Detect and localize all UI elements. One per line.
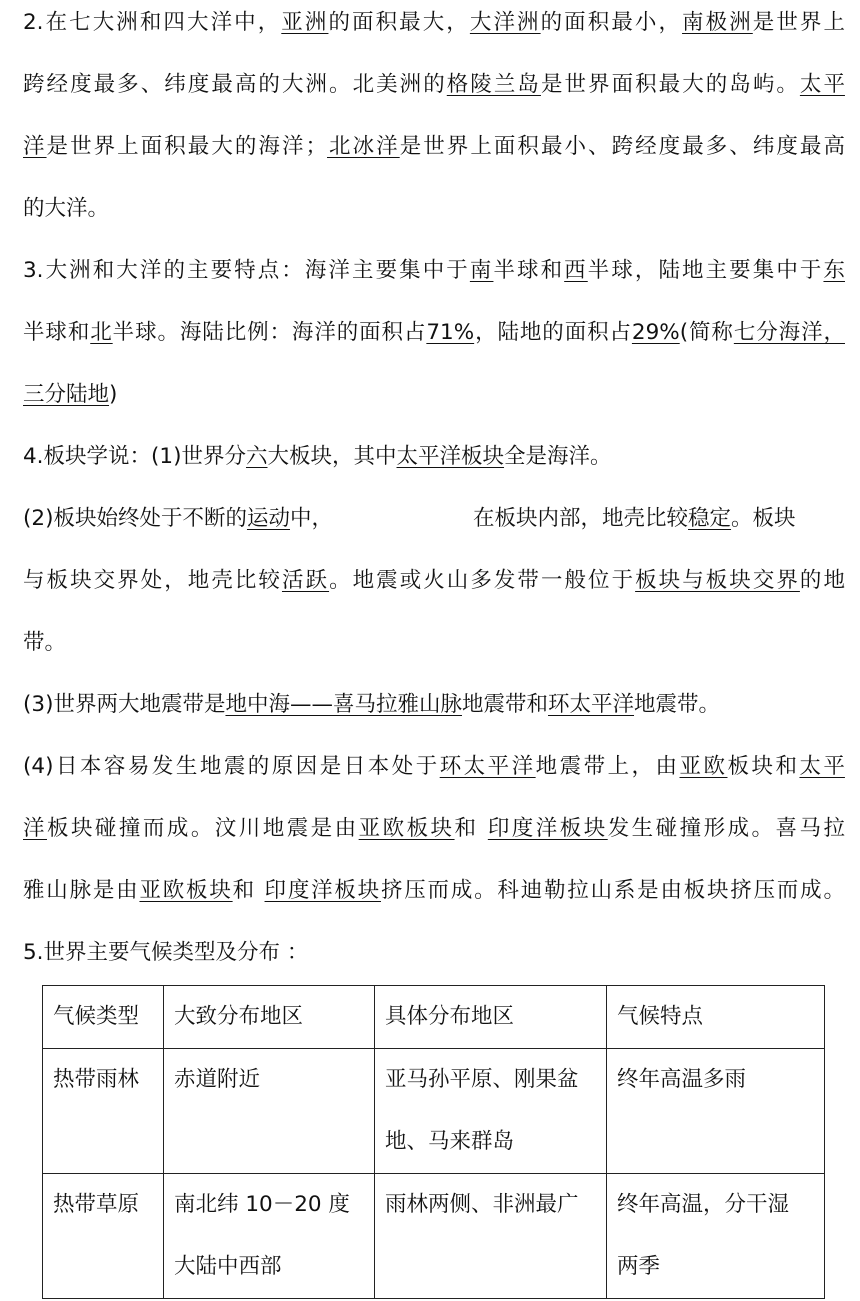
text-segment: 跨经度最多、纬度最高的大洲。北美洲的 <box>23 72 447 97</box>
text-segment: 地震带上，由 <box>535 754 680 779</box>
text-segment: 3.大洲和大洋的主要特点：海洋主要集中于 <box>23 258 470 283</box>
cell-specific-region <box>375 1049 607 1174</box>
text-segment: 是世界上 <box>752 10 845 35</box>
cell-climate-type <box>43 1049 164 1174</box>
text-line <box>23 628 845 658</box>
text-segment: 2.在七大洲和四大洋中， <box>23 10 282 35</box>
cell-line: 两季 <box>617 1254 661 1279</box>
answer-underlined: 亚欧板块 <box>358 816 455 841</box>
cell-line: 大陆中西部 <box>174 1254 282 1279</box>
text-segment: ，陆地的面积占 <box>474 320 632 345</box>
text-segment: 半球，陆地主要集中于 <box>587 258 824 283</box>
text-segment: 半球和 <box>493 258 565 283</box>
text-segment: (4)日本容易发生地震的原因是日本处于 <box>23 754 440 779</box>
table-row <box>43 1174 825 1299</box>
header-climate-feature: 气候特点 <box>607 986 825 1049</box>
text-segment: (简称 <box>679 320 734 345</box>
text-segment: 的面积最小， <box>540 10 683 35</box>
answer-underlined: 运动 <box>246 506 290 531</box>
cell-line: 热带雨林 <box>53 1067 140 1092</box>
header-climate-type: 气候类型 <box>43 986 164 1049</box>
answer-underlined: 大洋洲 <box>469 10 541 35</box>
table-header-row <box>43 986 825 1049</box>
text-segment: (3)世界两大地震带是 <box>23 692 226 717</box>
answer-underlined: 北冰洋 <box>327 134 400 159</box>
text-line <box>23 318 845 348</box>
answer-underlined: 印度洋板块 <box>487 816 608 841</box>
header-general-region: 大致分布地区 <box>164 986 375 1049</box>
answer-underlined: 南 <box>469 258 494 283</box>
text-segment: 。地震或火山多发带一般位于 <box>329 568 636 593</box>
cell-specific-region <box>375 1174 607 1299</box>
text-segment: 是世界上面积最大的海洋； <box>46 134 328 159</box>
cell-line: 终年高温，分干湿 <box>617 1192 790 1217</box>
cell-line: 赤道附近 <box>174 1067 261 1092</box>
cell-line: 地、马来群岛 <box>385 1129 515 1154</box>
text-line <box>23 752 845 782</box>
answer-underlined: 亚洲 <box>281 10 329 35</box>
answer-underlined: 亚欧 <box>679 754 728 779</box>
answer-underlined: 格陵兰岛 <box>446 72 541 97</box>
text-line <box>23 132 845 162</box>
cell-climate-feature <box>607 1049 825 1174</box>
text-segment: 5.世界主要气候类型及分布 ： <box>23 940 309 965</box>
answer-underlined: 洋 <box>23 816 47 841</box>
answer-underlined: 南极洲 <box>682 10 753 35</box>
text-line <box>23 938 845 968</box>
answer-underlined: 西 <box>564 258 588 283</box>
text-segment: 是世界上面积最小、跨经度最多、纬度最高 <box>399 134 845 159</box>
text-segment: 大板块，其中 <box>267 444 397 469</box>
cell-climate-type <box>43 1174 164 1299</box>
text-segment: 挤压而成。科迪勒拉山系是由板块挤压而成。 <box>380 878 845 903</box>
text-line <box>23 194 845 224</box>
text-segment: 在板块内部，地壳比较 <box>473 506 689 531</box>
answer-underlined: 北 <box>90 320 113 345</box>
answer-underlined: 太平 <box>799 754 845 779</box>
answer-underlined: 印度洋板块 <box>264 878 381 903</box>
text-segment: 和 <box>454 816 488 841</box>
answer-underlined: 太平洋板块 <box>396 444 505 469</box>
text-segment: 的大洋。 <box>23 196 110 221</box>
text-segment: 发生碰撞形成。喜马拉 <box>607 816 845 841</box>
text-line <box>23 814 845 844</box>
text-segment: 和 <box>232 878 265 903</box>
answer-underlined: 七分海洋， <box>733 320 845 345</box>
text-segment: 是世界面积最大的岛屿。 <box>540 72 800 97</box>
text-segment: 带。 <box>23 630 67 655</box>
cell-general-region <box>164 1049 375 1174</box>
text-segment: 雅山脉是由 <box>23 878 140 903</box>
cell-climate-feature <box>607 1174 825 1299</box>
text-segment: ) <box>109 382 118 407</box>
cell-line: 热带草原 <box>53 1192 140 1217</box>
text-line <box>23 442 845 472</box>
text-line <box>23 690 845 720</box>
text-line <box>23 8 845 38</box>
header-specific-region: 具体分布地区 <box>375 986 607 1049</box>
text-line <box>23 70 845 100</box>
cell-general-region <box>164 1174 375 1299</box>
text-segment: 板块和 <box>727 754 800 779</box>
climate-table <box>42 985 825 1299</box>
answer-underlined: 71% <box>426 320 475 345</box>
answer-underlined: 三分陆地 <box>23 382 110 407</box>
answer-underlined: 环太平洋 <box>439 754 536 779</box>
text-segment: 中， <box>289 506 333 531</box>
cell-line: 终年高温多雨 <box>617 1067 747 1092</box>
text-line <box>23 504 845 534</box>
text-line <box>23 380 845 410</box>
cell-line: 雨林两侧、非洲最广 <box>385 1192 579 1217</box>
answer-underlined: 亚欧板块 <box>139 878 233 903</box>
answer-underlined: 活跃 <box>281 568 330 593</box>
text-segment: 半球。海陆比例：海洋的面积占 <box>112 320 427 345</box>
text-segment: 地震带和 <box>461 692 548 717</box>
text-line <box>23 256 845 286</box>
text-segment: 的面积最大， <box>328 10 470 35</box>
text-segment: 板块碰撞而成。汶川地震是由 <box>46 816 359 841</box>
text-line <box>23 566 845 596</box>
answer-underlined: 东 <box>823 258 845 283</box>
text-segment: 的地 <box>799 568 845 593</box>
answer-underlined: 稳定 <box>688 506 732 531</box>
text-segment: 与板块交界处，地壳比较 <box>23 568 282 593</box>
answer-underlined: 六 <box>245 444 268 469</box>
cell-line: 亚马孙平原、刚果盆 <box>385 1067 579 1092</box>
answer-underlined: 环太平洋 <box>548 692 635 717</box>
answer-underlined: 洋 <box>23 134 47 159</box>
answer-underlined: 太平 <box>799 72 845 97</box>
text-segment: 半球和 <box>23 320 91 345</box>
answer-underlined: 29% <box>631 320 680 345</box>
text-segment: 。板块 <box>731 506 796 531</box>
text-segment: 全是海洋。 <box>504 444 612 469</box>
text-segment: 4.板块学说：(1)世界分 <box>23 444 246 469</box>
text-segment: (2)板块始终处于不断的 <box>23 506 247 531</box>
cell-line: 南北纬 10－20 度 <box>174 1192 350 1217</box>
text-segment: 地震带。 <box>634 692 721 717</box>
text-line <box>23 876 845 906</box>
answer-underlined: 板块与板块交界 <box>635 568 800 593</box>
table-row <box>43 1049 825 1174</box>
answer-underlined: 地中海——喜马拉雅山脉 <box>225 692 462 717</box>
